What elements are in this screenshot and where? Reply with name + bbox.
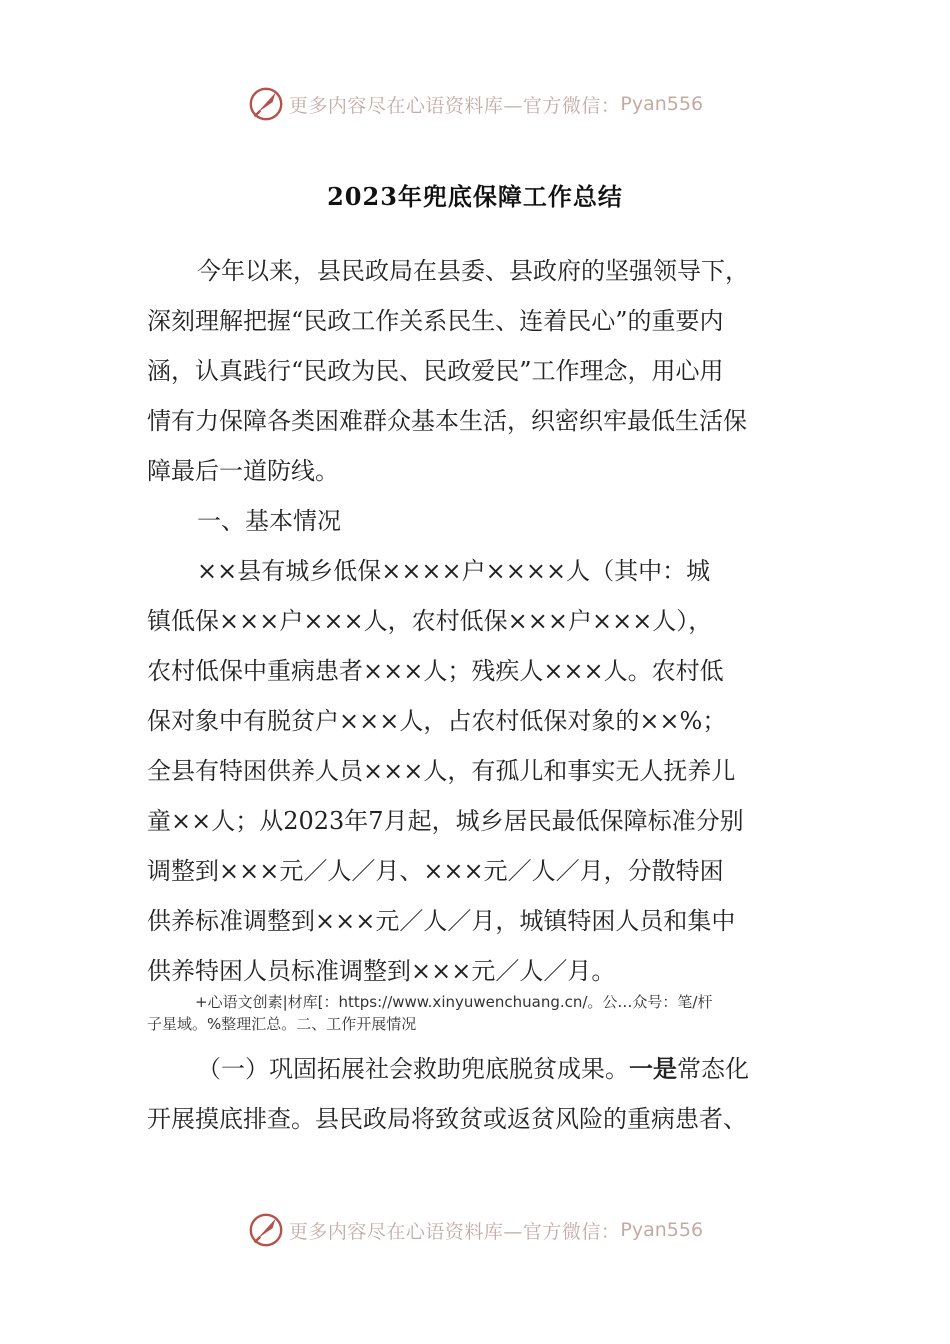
section-line [147,1044,795,1094]
document-body [147,246,795,996]
paragraph-line: 农村低保中重病患者×××人；残疾人×××人。农村低 [147,657,724,685]
section-line: 开展摸底排查。县民政局将致贫或返贫风险的重病患者、 [147,1105,747,1133]
paragraph-line: 障最后一道防线。 [147,457,339,485]
source-note-line: +心语文创素|材库[：https://www.xinyuwenchuang.cn/。公…众号：笔/杆 [195,993,713,1011]
header-banner [0,82,950,126]
banner-wechat-id: Pyan556 [620,1219,704,1241]
paragraph-line: 镇低保×××户×××人，农村低保×××户×××人）， [147,607,713,635]
section-heading: 一、基本情况 [197,507,341,535]
paragraph-line: 调整到×××元／人／月、×××元／人／月，分散特困 [147,857,724,885]
banner-text: 更多内容尽在心语资料库—官方微信： [288,1220,621,1243]
banner-text: 更多内容尽在心语资料库—官方微信： [288,94,621,117]
source-note-line: 子星域。%整理汇总。二、工作开展情况 [147,1015,417,1033]
paragraph-line: 深刻理解把握“民政工作关系民生、连着民心”的重要内 [147,307,724,335]
section-text: （一）巩固拓展社会救助兜底脱贫成果。 [197,1055,629,1083]
section-text: 常态化 [677,1055,749,1083]
footer-banner [0,1208,950,1252]
quill-pen-logo-icon [247,1211,285,1249]
paragraph-line: 供养特困人员标准调整到×××元／人／月。 [147,957,616,985]
paragraph-line: 供养标准调整到×××元／人／月，城镇特困人员和集中 [147,907,736,935]
paragraph-line: 今年以来，县民政局在县委、县政府的坚强领导下， [197,257,749,285]
paragraph-line: 涵，认真践行“民政为民、民政爱民”工作理念，用心用 [147,357,724,385]
banner-wechat-id: Pyan556 [620,93,704,115]
paragraph-line: 童××人；从2023年7月起，城乡居民最低保障标准分别 [147,807,744,835]
source-note [147,991,807,1035]
section-body [147,1044,795,1144]
paragraph-line: 全县有特困供养人员×××人，有孤儿和事实无人抚养儿 [147,757,736,785]
section-emphasis: 一是 [629,1054,677,1083]
paragraph-line: 情有力保障各类困难群众基本生活，织密织牢最低生活保 [147,407,747,435]
document-title: 2023年兜底保障工作总结 [327,182,623,211]
paragraph-line: 保对象中有脱贫户×××人，占农村低保对象的××%； [147,707,727,735]
quill-pen-logo-icon [247,85,285,123]
paragraph-line: ××县有城乡低保××××户××××人（其中：城 [197,557,711,585]
